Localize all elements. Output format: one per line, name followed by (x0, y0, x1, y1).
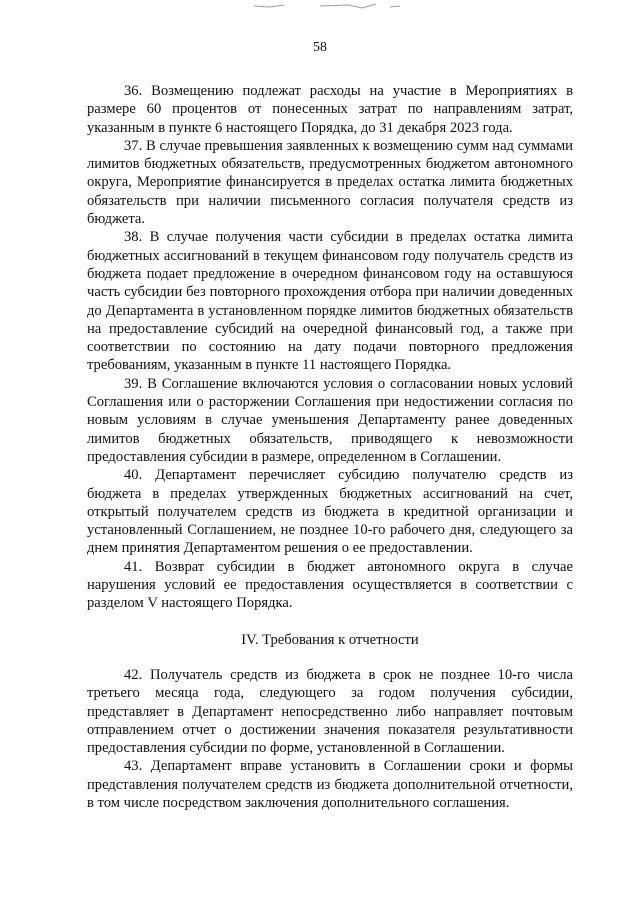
paragraph-42: 42. Получатель средств из бюджета в срок не позднее 10-го числа третьего месяца года, следующего за годом получения субсидии, представляет в Департамент непосредственно либо направляет почтовым отправлением отчет о достижении значения показателя результативности предоставления субсидии по форме, установленной в Соглашении. (87, 666, 573, 757)
paragraph-36: 36. Возмещению подлежат расходы на участие в Мероприятиях в размере 60 процентов от понесенных затрат по направлениям затрат, указанным в пункте 6 настоящего Порядка, до 31 декабря 2023 года. (87, 83, 573, 136)
paragraph-39: 39. В Соглашение включаются условия о согласовании новых условий Соглашения или о расторжении Соглашения при недостижении согласия по новым условиям в случае уменьшения Департаменту ранее доведенных лимитов бюджетных обязательств, приводящего к невозможности предоставления субсидии в размере, определенном в Соглашении. (87, 375, 573, 465)
document-body (87, 82, 573, 812)
paragraph-43: 43. Департамент вправе установить в Соглашении сроки и формы представления получателем средств из бюджета дополнительной отчетности, в том числе посредством заключения дополнительного соглашения. (87, 758, 573, 811)
paragraph-41: 41. Возврат субсидии в бюджет автономного округа в случае нарушения условий ее предоставления осуществляется в соответствии с разделом V настоящего Порядка. (87, 558, 573, 612)
page-number: 58 (313, 40, 327, 55)
paragraph-37: 37. В случае превышения заявленных к возмещению сумм над суммами лимитов бюджетных обязательств, предусмотренных бюджетом автономного округа, Мероприятие финансируется в пределах остатка лимита бюджетных обязательств при наличии письменного согласия получателя средств из бюджета. (87, 137, 573, 228)
paragraph-38: 38. В случае получения части субсидии в пределах остатка лимита бюджетных ассигнований в текущем финансовом году получатель средств из бюджета подает предложение в очередном финансовом году на оставшуюся часть субсидии без повторного прохождения отбора при наличии доведенных до Департамента в установленном порядке лимитов бюджетных обязательств на предоставление субсидий на очередной финансовый год, а также при соответствии по состоянию на дату подачи повторного предложения требованиям, указанным в пункте 11 настоящего Порядка. (87, 229, 573, 374)
section-heading: IV. Требования к отчетности (241, 631, 419, 648)
scan-artifact (250, 2, 410, 12)
paragraph-40: 40. Департамент перечисляет субсидию получателю средств из бюджета в пределах утвержденных бюджетных ассигнований на счет, открытый получателем средств из бюджета в кредитной организации и установленный Соглашением, не позднее 10-го рабочего дня, следующего за днем принятия Департаментом решения о ее предоставлении. (87, 467, 573, 557)
